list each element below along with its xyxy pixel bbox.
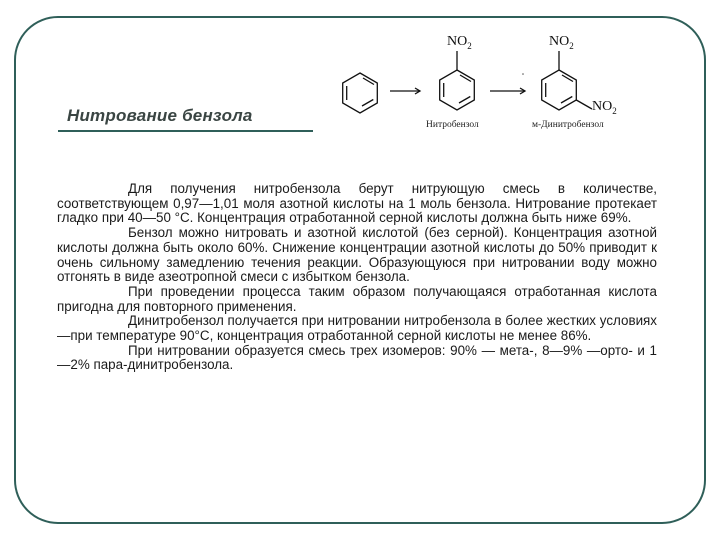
benzene-ring (343, 73, 378, 113)
slide-title: Нитрование бензола (67, 106, 253, 125)
label-dinitrobenzene: м-Динитробензол (532, 120, 604, 130)
dinitrobenzene-ring (542, 51, 592, 110)
reaction-scheme-drawing (320, 22, 690, 137)
no2-group-dinitrobenzene-top: $NO_2$ (549, 34, 574, 51)
paragraph: При проведении процесса таким образом получающаяся отработанная кислота пригодна для повторного применения. (57, 283, 657, 314)
reaction-arrow-1 (390, 88, 420, 94)
title-underline (58, 130, 313, 132)
no2-group-dinitrobenzene-meta: $NO_2$ (592, 99, 617, 116)
body-text (57, 182, 657, 373)
paragraph: Для получения нитробензола берут нитрующую смесь в количестве, соответствующем 0,97—1,01 моля азотной кислоты на 1 моль бензола. Нитрование протекает гладко при 40—50 °С. Концентрация отработанной серной кислоты должна быть ниже 69%. (57, 181, 657, 226)
reaction-arrow-2 (490, 88, 525, 94)
nitrobenzene-ring (440, 51, 475, 110)
paragraph: Динитробензол получается при нитровании нитробензола в более жестких условиях—при температуре 90°С, концентрация отработанной серной кислоты не менее 86%. (57, 313, 657, 344)
paragraph: Бензол можно нитровать и азотной кислотой (без серной). Концентрация азотной кислоты должна быть около 60%. Снижение концентрации азотной кислоты до 50% приводит к очень сильному замедлению течения реакции. Образующуюся при нитровании воду можно отгонять в виде азеотропной смеси с избытком бензола. (57, 225, 657, 285)
label-nitrobenzene: Нитробензол (426, 120, 479, 130)
reaction-scheme (320, 22, 690, 137)
paragraph: При нитровании образуется смесь трех изомеров: 90% — мета-, 8—9% —орто- и 1—2% пара-динитробензола. (57, 342, 657, 373)
no2-group-nitrobenzene: $NO_2$ (447, 34, 472, 51)
